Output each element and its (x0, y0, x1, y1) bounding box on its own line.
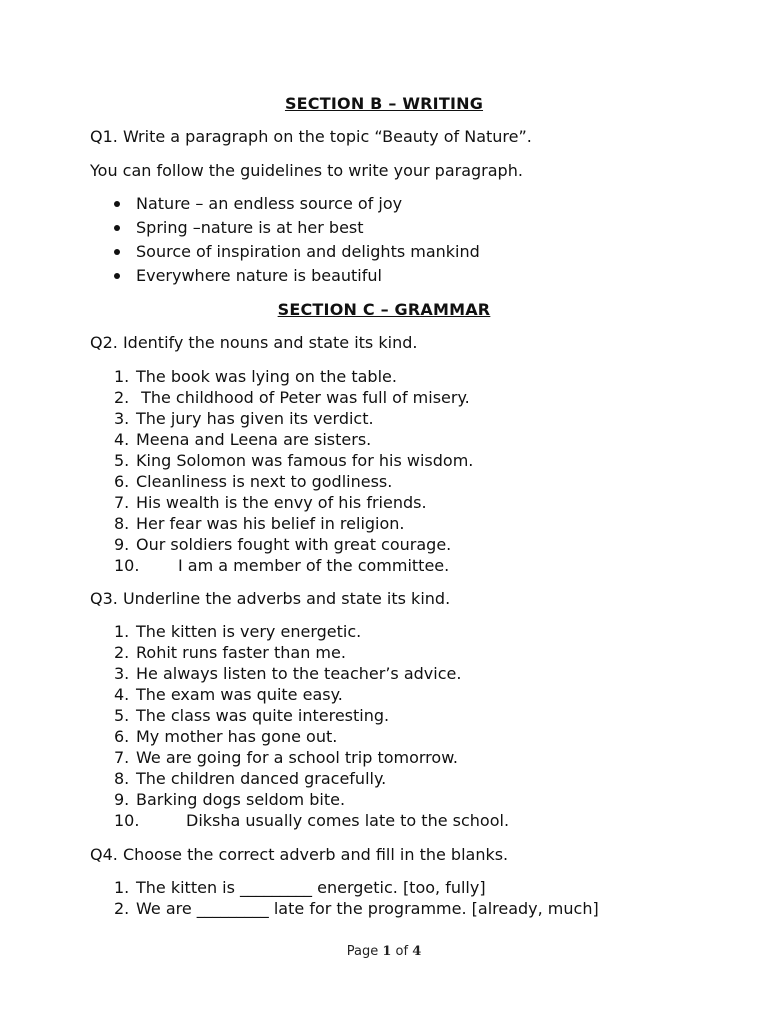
list-item: Spring –nature is at her best (112, 218, 480, 242)
bullet-icon (114, 201, 120, 207)
of-label: of (395, 944, 409, 959)
list-item: 4. Meena and Leena are sisters. (114, 430, 372, 449)
bullet-icon (114, 273, 120, 279)
current-page-number: 1 (382, 944, 392, 959)
list-item: Source of inspiration and delights mankind (112, 242, 480, 266)
list-item: 7. We are going for a school trip tomorrow. (114, 748, 458, 767)
list-item: 10. I am a member of the committee. (114, 556, 450, 575)
question-2: Q2. Identify the nouns and state its kind. (90, 333, 418, 352)
section-b-heading: SECTION B – WRITING (284, 94, 484, 113)
list-item: 7. His wealth is the envy of his friends. (114, 493, 427, 512)
list-item: 3. He always listen to the teacher’s advice. (114, 664, 462, 683)
list-item: 3. The jury has given its verdict. (114, 409, 374, 428)
bullet-icon (114, 249, 120, 255)
list-item: Everywhere nature is beautiful (112, 266, 480, 290)
question-4-list (114, 878, 599, 920)
list-item: 8. Her fear was his belief in religion. (114, 514, 405, 533)
guidelines-list (112, 194, 480, 290)
list-item: 10. Diksha usually comes late to the school. (114, 811, 510, 830)
total-pages-number: 4 (412, 944, 422, 959)
list-item: 1. The kitten is very energetic. (114, 622, 362, 641)
list-item: 2. Rohit runs faster than me. (114, 643, 346, 662)
question-3: Q3. Underline the adverbs and state its kind. (90, 589, 451, 608)
question-1: Q1. Write a paragraph on the topic “Beauty of Nature”. (90, 127, 532, 146)
guidelines-intro: You can follow the guidelines to write your paragraph. (90, 161, 523, 180)
question-3-list (114, 622, 509, 832)
section-c-heading: SECTION C – GRAMMAR (277, 300, 491, 319)
list-item: 9. Our soldiers fought with great courage. (114, 535, 452, 554)
list-item: 5. The class was quite interesting. (114, 706, 390, 725)
list-item: 6. My mother has gone out. (114, 727, 338, 746)
list-item: 8. The children danced gracefully. (114, 769, 387, 788)
list-item: 2. The childhood of Peter was full of misery. (114, 388, 470, 407)
bullet-icon (114, 225, 120, 231)
list-item: 6. Cleanliness is next to godliness. (114, 472, 393, 491)
list-item: 2. We are _________ late for the programme. [already, much] (114, 899, 599, 918)
question-4: Q4. Choose the correct adverb and fill in the blanks. (90, 845, 509, 864)
page-footer (0, 944, 768, 959)
question-2-list (114, 367, 473, 577)
list-item: 1. The kitten is _________ energetic. [too, fully] (114, 878, 486, 897)
list-item: 1. The book was lying on the table. (114, 367, 397, 386)
list-item: 9. Barking dogs seldom bite. (114, 790, 346, 809)
page-label: Page (346, 944, 379, 959)
list-item: 5. King Solomon was famous for his wisdom. (114, 451, 474, 470)
list-item: 4. The exam was quite easy. (114, 685, 343, 704)
list-item: Nature – an endless source of joy (112, 194, 480, 218)
